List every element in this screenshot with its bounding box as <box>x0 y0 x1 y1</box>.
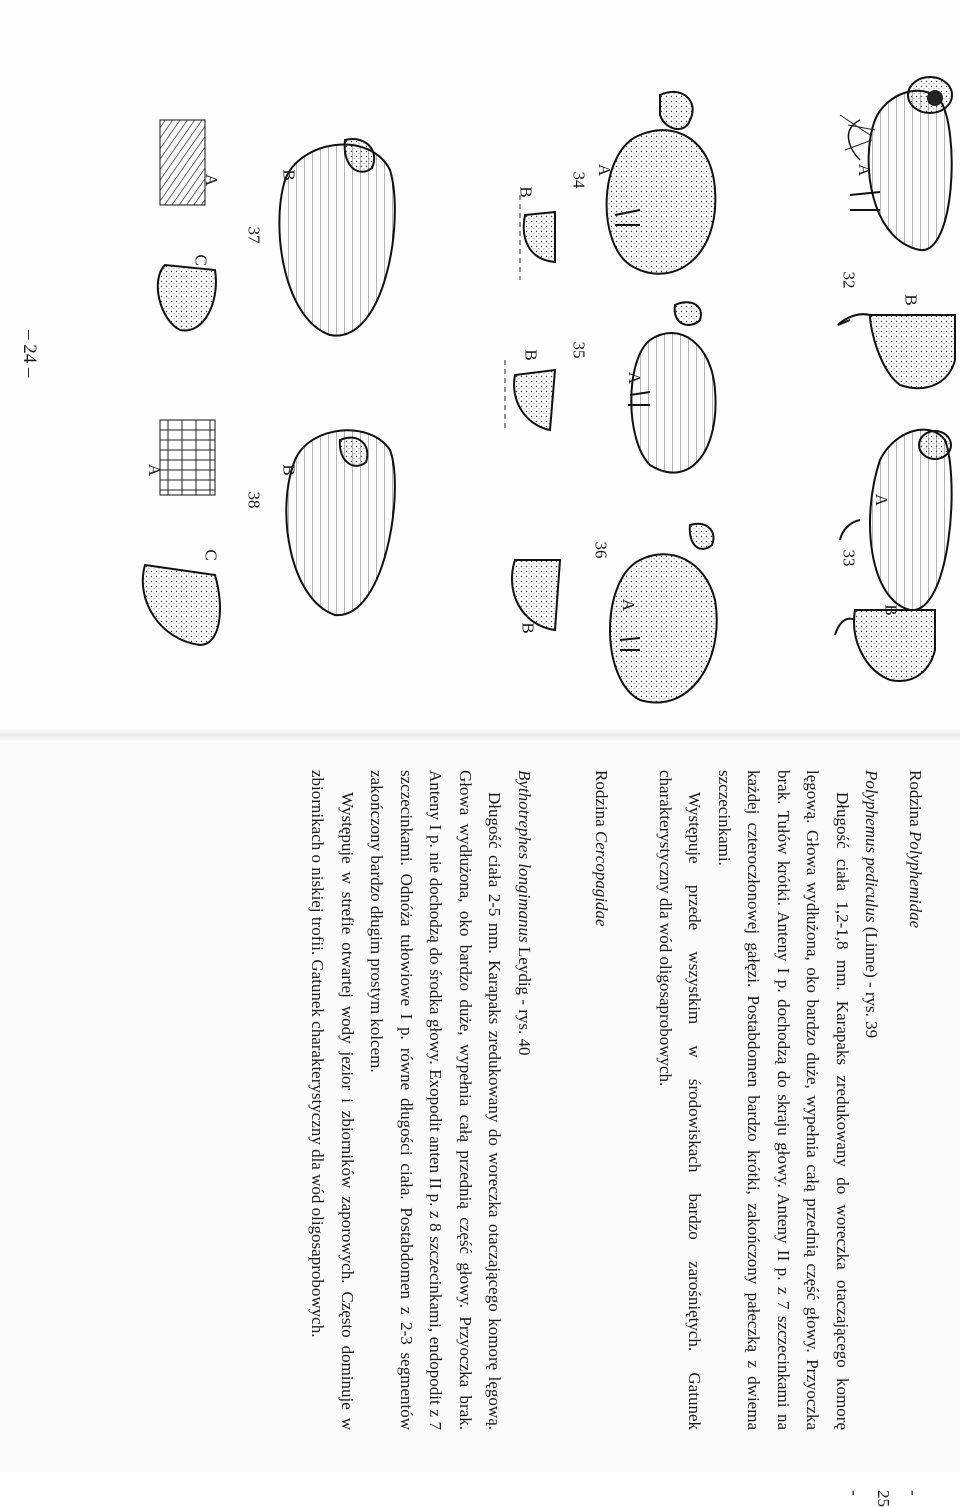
figure-32-b <box>838 314 955 388</box>
fig32-label-a: A <box>855 163 875 177</box>
page-number-25: - 25 - <box>845 1490 923 1507</box>
figure-37 <box>158 120 395 336</box>
figure-35 <box>628 302 716 472</box>
family-heading-polyphemidae: Rodzina Polyphemidae <box>906 770 925 929</box>
fig35-label-b: B <box>521 349 541 361</box>
figure-number-33: 33 <box>839 549 859 567</box>
figure-33 <box>840 430 952 611</box>
fig37-label-b: B <box>279 169 299 181</box>
figure-number-36: 36 <box>591 541 611 559</box>
species-illustrations <box>0 0 960 736</box>
figure-number-38: 38 <box>244 491 264 509</box>
fig38-label-c: C <box>201 549 221 561</box>
figure-34-b <box>520 195 555 280</box>
figure-number-34: 34 <box>569 171 589 189</box>
fig33-label-a: A <box>872 493 892 507</box>
figure-number-35: 35 <box>569 341 589 359</box>
species-habitat-bythotrephes: Występuje w strefie otwartej wody jezior i zbiorników zaporowych. Często dominuje w zbiornikach o niskiej trofii. Gatunek charakterystyczny dla wód oligosaprobowych. <box>308 770 357 1430</box>
figure-33-b <box>835 610 935 681</box>
species-heading-polyphemus: Polyphemus pediculus (Linne) - rys. 39 <box>862 770 882 1039</box>
figure-38 <box>143 420 395 645</box>
species-habitat-polyphemus: Występuje przede wszystkim w środowiskach bardzo zarośniętych. Gatunek charakterystyczny dla wód oligosaprobowych. <box>656 770 705 1430</box>
fig37-label-c: C <box>191 254 211 266</box>
figure-34 <box>607 92 716 274</box>
figure-35-b <box>505 360 555 430</box>
fig37-label-a: A <box>202 173 222 187</box>
fig33-label-b: B <box>881 604 901 616</box>
fig34-label-b: B <box>516 186 536 198</box>
fig36-label-a: A <box>619 598 639 612</box>
figure-number-37: 37 <box>244 226 264 244</box>
figure-36-b <box>512 560 560 630</box>
fig35-label-a: A <box>625 371 645 385</box>
species-description-bythotrephes: Długość ciała 2-5 mm. Karapaks zredukowany do woreczka otaczającego komorę lęgową. Głowa wydłużona, oko bardzo duże, wypełnia całą przednią część głowy. Przyoczka brak. Anteny I p. nie dochodzą do środka głowy. Exopodit anten II p. z 8 szczecinkami, endopodit z 7 szczecinkami. Odnóża tułowiowe I p. równe długości ciała. Postabdomen z 2-3 segmentów zakończony bardzo długim prostym kolcem. <box>367 770 505 1430</box>
family-heading-cercopagidae: Rodzina Cercopagidae <box>592 770 612 927</box>
fig34-label-a: A <box>595 163 615 177</box>
page-number-24: – 24 – <box>19 330 40 378</box>
fig36-label-b: B <box>518 622 538 634</box>
figure-number-32: 32 <box>839 271 859 289</box>
fig38-label-a: A <box>145 463 165 477</box>
fig38-label-b: B <box>279 464 299 476</box>
figure-36 <box>610 524 717 703</box>
fig32-label-b: B <box>901 294 921 306</box>
text-column <box>170 770 930 1507</box>
species-heading-bythotrephes: Bythotrephes longimanus Leydig - rys. 40 <box>515 770 534 1056</box>
species-description-polyphemus: Długość ciała 1,2-1,8 mm. Karapaks zredukowany do woreczka otaczającego komorę lęgową. Głowa wydłużona, oko bardzo duże, wypełnia całą przednią część głowy. Przyoczka brak. Tułów krótki. Anteny I p. dochodzą do skraju głowy. Anteny II p. z 7 szczecinkami na każdej czteroczłonowej gałęzi. Postabdomen bardzo krótki, zakończony pałeczką z dwiema szczecinkami. <box>715 770 852 1430</box>
